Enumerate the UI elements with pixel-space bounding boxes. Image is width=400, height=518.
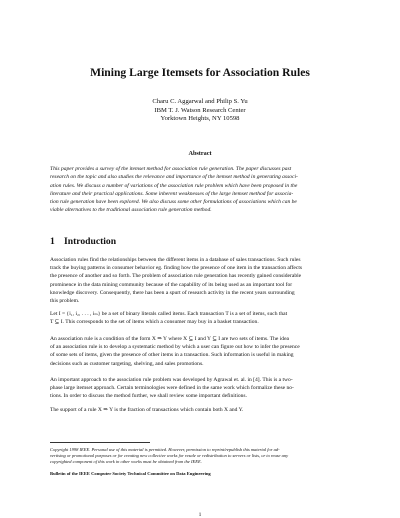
author-names: Charu C. Aggarwal and Philip S. Yu xyxy=(152,98,248,105)
footnote-line: vertising or promotional purposes or for creating new collective works for resale or redistribution to servers or lists, or to reuse any xyxy=(50,453,289,459)
paragraph-line: The support of a rule X ⇒ Y is the fraction of transactions which contain both X and Y. xyxy=(50,407,244,413)
abstract-line: viable alternatives to the traditional association rule generation method. xyxy=(50,207,212,214)
paragraph-line: this problem. xyxy=(50,298,80,305)
paragraph xyxy=(50,406,348,414)
abstract-line: ation rules. We discuss a number of variations of the association rule problem which have been proposed in the xyxy=(50,182,298,189)
section-number: 1 xyxy=(50,236,55,247)
abstract-line: This paper provides a survey of the itemset method for association rule generation. The paper discusses past xyxy=(50,166,292,172)
paragraph xyxy=(50,376,348,401)
paragraph xyxy=(50,256,348,305)
paragraph-line: of some sets of items, given the presence of other items in a transaction. Such information is useful in making xyxy=(50,352,294,359)
paragraph-line: knowledge discovery. Consequently, there has been a spurt of research activity in the recent years surrounding xyxy=(50,289,295,296)
paragraph xyxy=(50,310,348,326)
abstract-line: literature and their practical applications. Some inherent weaknesses of the large itemset method for associa- xyxy=(50,190,294,197)
footnote-line: copyrighted component of this work in other works must be obtained from the IEEE. xyxy=(50,459,202,465)
paragraph-line: Let I = {i₁, i₂, . . . , iₘ} be a set of binary literals called items. Each transaction T is a set of items, such that xyxy=(50,311,288,317)
author-block xyxy=(0,98,400,124)
section-heading xyxy=(50,236,116,247)
abstract-heading: Abstract xyxy=(188,150,212,157)
paragraph-line: prominence in the data mining community because of the capability of its being used as an important tool for xyxy=(50,281,293,288)
footnote-divider xyxy=(50,442,150,443)
paragraph-line: tions. In order to discuss the method further, we shall review some important definitions. xyxy=(50,393,247,400)
author-address: Yorktown Heights, NY 10598 xyxy=(160,115,240,123)
bulletin-credit: Bulletin of the IEEE Computer Society Technical Committee on Data Engineering xyxy=(50,471,211,476)
paragraph-line: track the buying patterns in consumer behavior eg. finding how the presence of one item in the transaction affects xyxy=(50,265,303,272)
paragraph-line: of an association rule is to develop a systematic method by which a user can figure out how to infer the presence xyxy=(50,344,300,351)
paragraph-line: An important approach to the association rule problem was developed by Agrawal et. al. in [4]. This is a two- xyxy=(50,377,293,383)
abstract-line: tion rule generation have been explored. We also discuss some other formulations of associations which can be xyxy=(50,199,297,206)
paragraph-line: An association rule is a condition of the form X ⇒ Y where X ⊆ I and Y ⊆ I are two sets of items. The idea xyxy=(50,336,289,342)
paper-title: Mining Large Itemsets for Association Rules xyxy=(90,66,310,79)
paragraph-line: T ⊆ I. This corresponds to the set of items which a consumer may buy in a basket transaction. xyxy=(50,319,259,326)
paragraph-line: decisions such as customer targeting, shelving, and sales promotions. xyxy=(50,360,204,367)
abstract-line: research on the topic and also studies the relevance and importance of the itemset method in generating associ- xyxy=(50,174,298,181)
abstract-body xyxy=(50,165,348,215)
paragraph-line: phase large itemset approach. Certain terminologies were defined in the same work which formalize these no- xyxy=(50,385,294,392)
footnote-line: Copyright 1998 IEEE. Personal use of this material is permitted. However, permission to reprint/republish this material for ad- xyxy=(50,447,280,452)
paragraph xyxy=(50,335,348,368)
author-affiliation: IBM T. J. Watson Research Center xyxy=(154,106,246,114)
page-number: 1 xyxy=(198,512,202,518)
copyright-footnote xyxy=(50,447,348,465)
paragraph-line: the presence of another and so forth. The problem of association rule generation has recently gained considerable xyxy=(50,273,302,280)
section-title: Introduction xyxy=(64,236,117,247)
paragraph-line: Association rules find the relationships between the different items in a database of sales transactions. Such rules xyxy=(50,257,301,263)
